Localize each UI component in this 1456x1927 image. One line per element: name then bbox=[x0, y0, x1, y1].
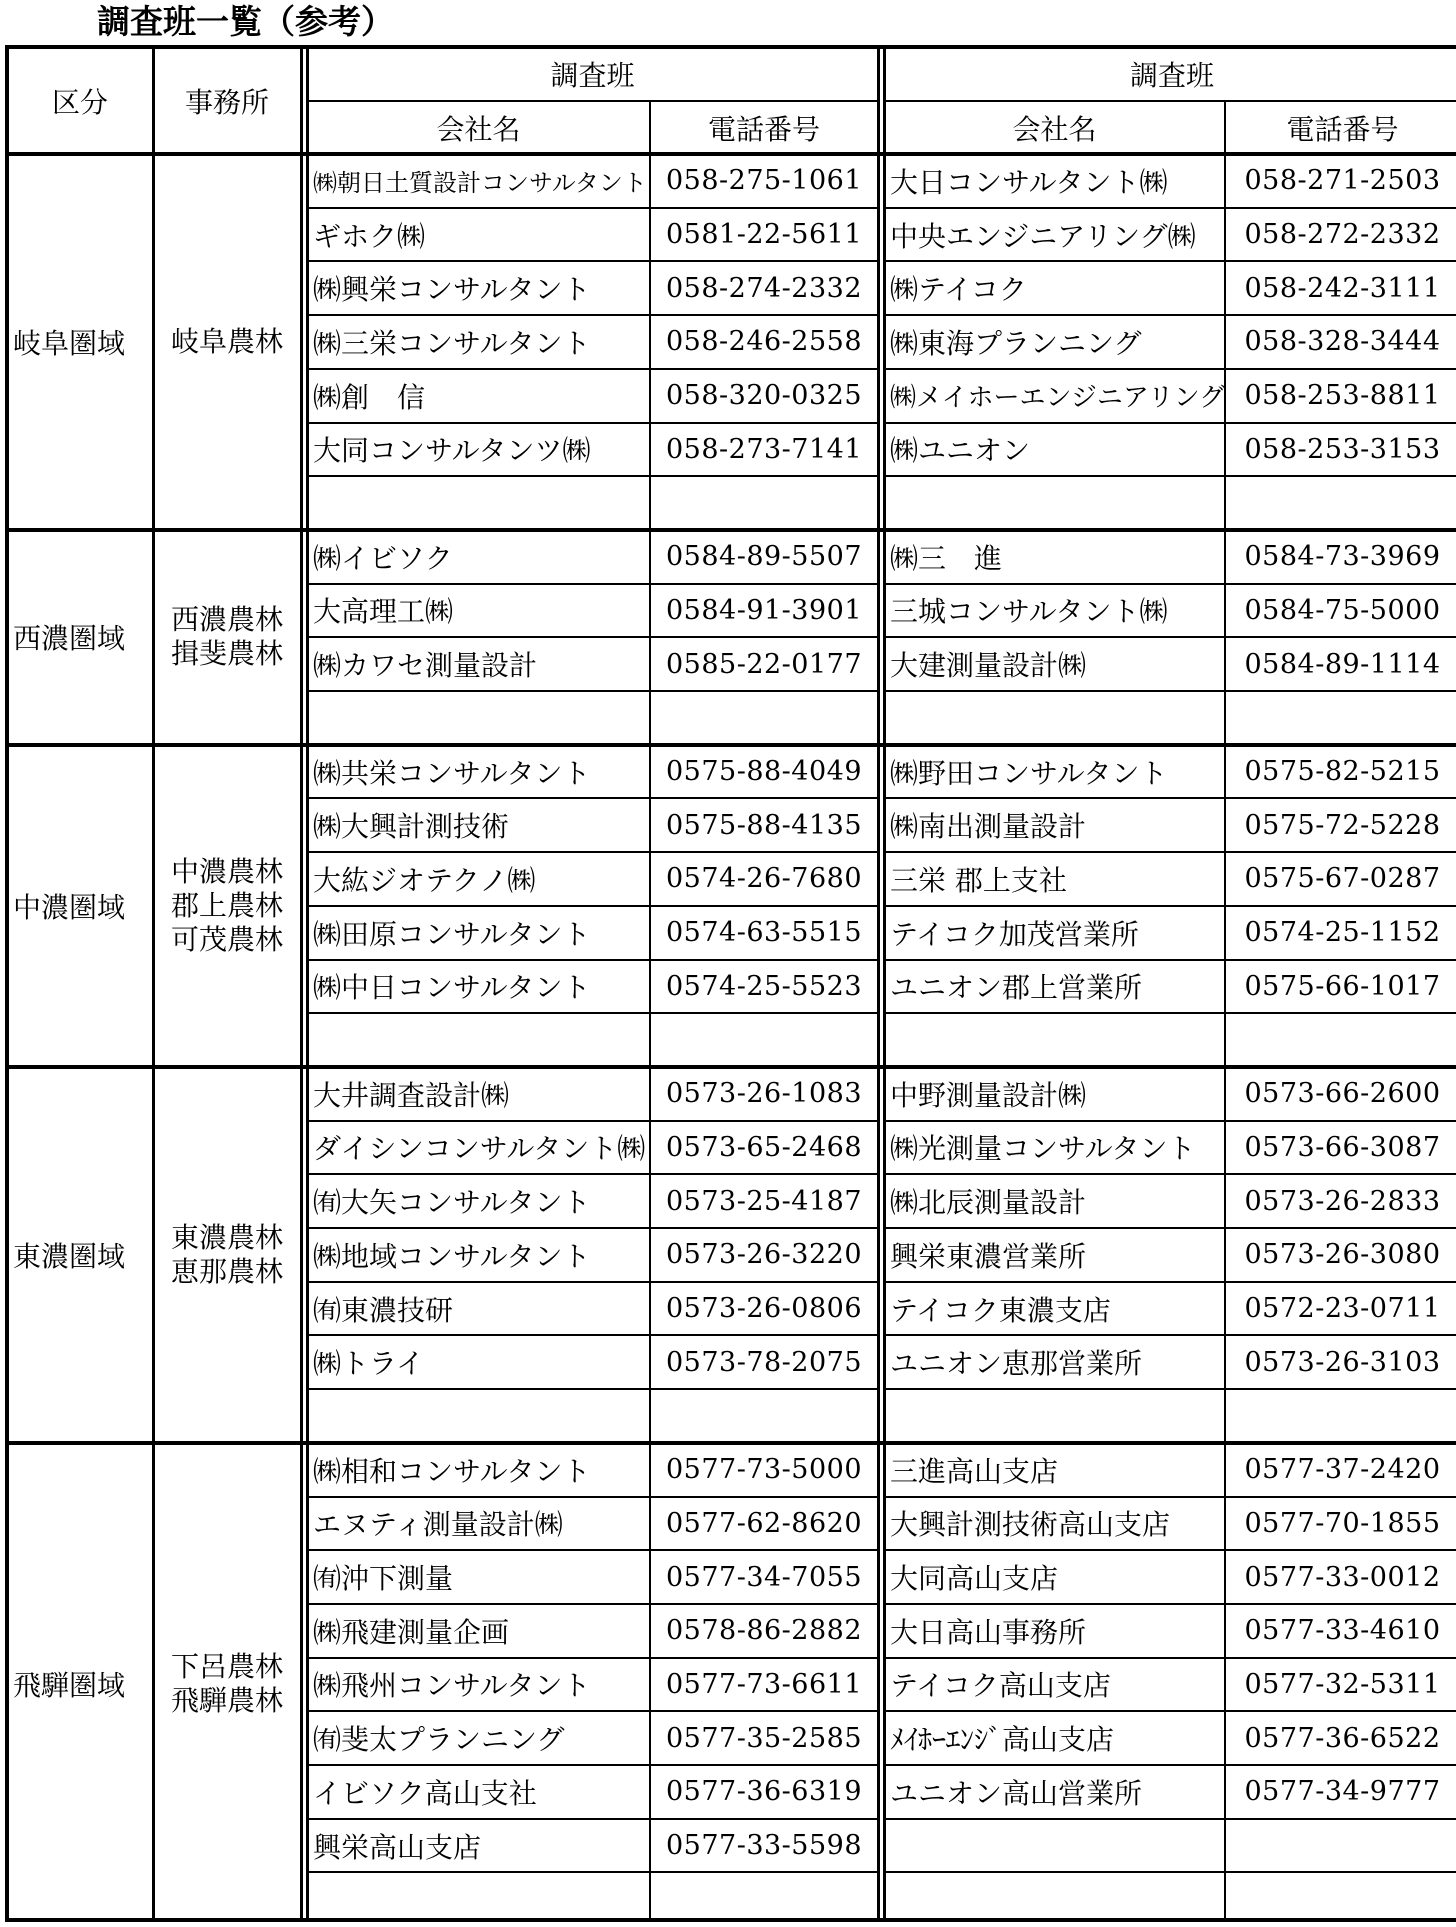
row-line-right bbox=[884, 1871, 1456, 1873]
company-name-left: ㈱田原コンサルタント bbox=[313, 917, 591, 951]
row-line-left bbox=[307, 1603, 878, 1605]
phone-number-left: 0581-22-5611 bbox=[665, 219, 863, 251]
phone-number-left: 0574-25-5523 bbox=[665, 970, 863, 1002]
company-name-right: 興栄東濃営業所 bbox=[890, 1239, 1087, 1273]
row-line-right bbox=[884, 1281, 1456, 1283]
row-line-right bbox=[884, 690, 1456, 692]
header-mid-line-right bbox=[884, 100, 1456, 102]
phone-number-left bbox=[650, 691, 878, 745]
company-name-right: 中野測量設計㈱ bbox=[890, 1078, 1087, 1112]
company-name-left: ㈱飛州コンサルタント bbox=[313, 1669, 591, 1703]
row-line-right bbox=[884, 1549, 1456, 1551]
company-name-left: ㈱三栄コンサルタント bbox=[313, 326, 591, 360]
row-line-right bbox=[884, 1657, 1456, 1659]
company-name-left: ㈱共栄コンサルタント bbox=[313, 756, 591, 790]
phone-number-right: 0573-26-3080 bbox=[1244, 1239, 1441, 1271]
office-name: 西濃農林 bbox=[170, 603, 283, 637]
phone-number-right: 0577-70-1855 bbox=[1244, 1507, 1441, 1539]
company-name-right bbox=[884, 1872, 1225, 1926]
company-name-right: 大建測量設計㈱ bbox=[890, 649, 1087, 683]
phone-number-right: 0572-23-0711 bbox=[1244, 1293, 1441, 1325]
phone-number-left bbox=[650, 1872, 878, 1926]
phone-number-left: 0578-86-2882 bbox=[665, 1615, 863, 1647]
row-line-left bbox=[307, 851, 878, 853]
category-cell: 中濃圏域 bbox=[13, 890, 126, 924]
phone-number-left: 0573-26-1083 bbox=[665, 1078, 863, 1110]
company-name-right: 大同高山支店 bbox=[890, 1562, 1059, 1596]
phone-number-left bbox=[650, 1389, 878, 1443]
phone-number-right: 058-328-3444 bbox=[1244, 326, 1441, 358]
company-name-left: ㈱興栄コンサルタント bbox=[313, 273, 591, 307]
phone-number-left bbox=[650, 476, 878, 530]
row-line-right bbox=[884, 583, 1456, 585]
phone-number-left: 0574-26-7680 bbox=[665, 863, 863, 895]
row-line-left bbox=[307, 368, 878, 370]
phone-number-left: 0585-22-0177 bbox=[665, 648, 863, 680]
phone-number-left: 0573-26-0806 bbox=[665, 1293, 863, 1325]
company-name-right: ㈱光測量コンサルタント bbox=[890, 1132, 1196, 1166]
row-line-left bbox=[307, 1496, 878, 1498]
row-line-left bbox=[307, 1012, 878, 1014]
company-name-right: ㈱野田コンサルタント bbox=[890, 756, 1168, 790]
row-line-left bbox=[307, 422, 878, 424]
phone-number-right bbox=[1225, 691, 1456, 745]
category-cell: 岐阜圏域 bbox=[13, 326, 126, 360]
row-line-left bbox=[307, 1281, 878, 1283]
row-line-right bbox=[884, 422, 1456, 424]
header-office: 事務所 bbox=[184, 85, 269, 119]
company-name-left: ㈲東濃技研 bbox=[313, 1293, 454, 1327]
company-name-right: ㈱北辰測量設計 bbox=[890, 1186, 1087, 1220]
phone-number-right bbox=[1225, 476, 1456, 530]
category-cell: 東濃圏域 bbox=[13, 1239, 126, 1273]
phone-number-left: 0577-35-2585 bbox=[665, 1722, 863, 1754]
company-name-right: 三進高山支店 bbox=[890, 1454, 1059, 1488]
row-line-left bbox=[307, 797, 878, 799]
phone-number-right: 0573-26-2833 bbox=[1244, 1185, 1441, 1217]
office-name: 揖斐農林 bbox=[170, 637, 283, 671]
row-line-right bbox=[884, 1227, 1456, 1229]
company-name-left: ㈲斐太プランニング bbox=[313, 1723, 565, 1757]
row-line-right bbox=[884, 1603, 1456, 1605]
company-name-right: 中央エンジニアリング㈱ bbox=[890, 219, 1196, 253]
office-name: 東濃農林 bbox=[170, 1220, 283, 1254]
phone-number-right: 0575-82-5215 bbox=[1244, 756, 1441, 788]
company-name-left bbox=[307, 1013, 650, 1067]
table-top-border bbox=[5, 45, 1456, 49]
phone-number-right: 0573-66-3087 bbox=[1244, 1131, 1441, 1163]
row-line-left bbox=[307, 1871, 878, 1873]
phone-number-right: 0584-73-3969 bbox=[1244, 541, 1441, 573]
row-line-right bbox=[884, 260, 1456, 262]
row-line-left bbox=[307, 1227, 878, 1229]
company-name-right bbox=[884, 1389, 1225, 1443]
company-name-right: ㈱メイホーエンジニアリング bbox=[890, 383, 1225, 414]
row-line-right bbox=[884, 1173, 1456, 1175]
phone-number-left bbox=[650, 1013, 878, 1067]
company-name-right bbox=[884, 691, 1225, 745]
office-cell bbox=[153, 530, 301, 745]
row-line-right bbox=[884, 475, 1456, 477]
row-line-right bbox=[884, 851, 1456, 853]
phone-number-left: 058-275-1061 bbox=[665, 165, 863, 197]
phone-number-right: 058-242-3111 bbox=[1244, 272, 1441, 304]
row-line-left bbox=[307, 959, 878, 961]
row-line-right bbox=[884, 1496, 1456, 1498]
phone-number-right bbox=[1225, 1013, 1456, 1067]
company-name-left: ㈱イビソク bbox=[313, 541, 453, 575]
company-name-left: ㈲沖下測量 bbox=[313, 1562, 454, 1596]
phone-number-right: 0577-37-2420 bbox=[1244, 1454, 1441, 1486]
phone-number-right: 0575-67-0287 bbox=[1244, 863, 1441, 895]
phone-number-left: 0577-62-8620 bbox=[665, 1507, 863, 1539]
company-name-right: ﾒｲﾎｰｴﾝｼﾞ高山支店 bbox=[890, 1723, 1115, 1757]
page-title: 調査班一覧（参考） bbox=[97, 2, 394, 41]
phone-number-right bbox=[1225, 1389, 1456, 1443]
row-line-right bbox=[884, 1012, 1456, 1014]
company-name-left: ギホク㈱ bbox=[313, 219, 426, 253]
row-line-right bbox=[884, 368, 1456, 370]
row-line-left bbox=[307, 207, 878, 209]
header-team-left: 調査班 bbox=[550, 59, 635, 92]
company-name-right: テイコク東濃支店 bbox=[890, 1293, 1111, 1327]
company-name-right: 大興計測技術高山支店 bbox=[890, 1508, 1171, 1542]
row-line-right bbox=[884, 1120, 1456, 1122]
header-category: 区分 bbox=[51, 85, 108, 119]
office-cell bbox=[153, 154, 301, 530]
phone-number-left: 058-320-0325 bbox=[665, 380, 863, 412]
company-name-right: ユニオン高山営業所 bbox=[890, 1776, 1143, 1810]
company-name-right: ユニオン恵那営業所 bbox=[890, 1347, 1143, 1381]
row-line-right bbox=[884, 1388, 1456, 1390]
row-line-left bbox=[307, 475, 878, 477]
company-name-right: ㈱三 進 bbox=[890, 541, 1003, 575]
phone-number-right: 0577-33-4610 bbox=[1244, 1615, 1441, 1647]
phone-number-right bbox=[1225, 1872, 1456, 1926]
company-name-left: ㈱飛建測量企画 bbox=[313, 1615, 510, 1649]
phone-number-left: 0577-34-7055 bbox=[665, 1561, 863, 1593]
company-name-left: 興栄高山支店 bbox=[313, 1830, 482, 1864]
company-name-right bbox=[884, 1013, 1225, 1067]
row-line-left bbox=[307, 1764, 878, 1766]
company-name-right: ユニオン郡上営業所 bbox=[890, 971, 1143, 1005]
phone-number-right: 058-272-2332 bbox=[1244, 219, 1441, 251]
company-name-left bbox=[307, 691, 650, 745]
phone-number-right: 0574-25-1152 bbox=[1244, 917, 1441, 949]
phone-number-left: 0574-63-5515 bbox=[665, 917, 863, 949]
row-line-left bbox=[307, 1334, 878, 1336]
company-name-right: ㈱ユニオン bbox=[890, 434, 1031, 468]
row-line-left bbox=[307, 636, 878, 638]
category-cell: 飛騨圏域 bbox=[13, 1669, 126, 1703]
row-line-left bbox=[307, 905, 878, 907]
phone-number-left: 058-274-2332 bbox=[665, 272, 863, 304]
phone-number-right: 0577-33-0012 bbox=[1244, 1561, 1441, 1593]
company-name-left bbox=[307, 1872, 650, 1926]
phone-number-left: 0573-25-4187 bbox=[665, 1185, 863, 1217]
company-name-left: 大紘ジオテクノ㈱ bbox=[313, 863, 536, 897]
phone-number-right: 0573-66-2600 bbox=[1244, 1078, 1441, 1110]
company-name-left: イビソク高山支社 bbox=[313, 1776, 537, 1810]
phone-number-left: 058-246-2558 bbox=[665, 326, 863, 358]
office-name: 飛騨農林 bbox=[170, 1684, 283, 1718]
company-name-right bbox=[884, 1819, 1225, 1873]
phone-number-left: 0577-36-6319 bbox=[665, 1776, 863, 1808]
category-cell: 西濃圏域 bbox=[13, 622, 126, 656]
phone-number-right: 0584-89-1114 bbox=[1244, 648, 1441, 680]
row-line-left bbox=[307, 314, 878, 316]
row-line-left bbox=[307, 1657, 878, 1659]
company-name-left: ㈱トライ bbox=[313, 1347, 425, 1381]
header-company-left: 会社名 bbox=[436, 112, 521, 146]
company-name-left: 大高理工㈱ bbox=[313, 595, 454, 629]
company-name-left: 大同コンサルタンツ㈱ bbox=[313, 434, 591, 468]
row-line-right bbox=[884, 314, 1456, 316]
office-cell bbox=[153, 745, 301, 1067]
row-line-left bbox=[307, 1120, 878, 1122]
company-name-right: ㈱テイコク bbox=[890, 273, 1027, 307]
phone-number-left: 0584-89-5507 bbox=[665, 541, 863, 573]
office-name: 岐阜農林 bbox=[170, 324, 283, 358]
phone-number-left: 0577-73-5000 bbox=[665, 1454, 863, 1486]
company-name-right: 三城コンサルタント㈱ bbox=[890, 595, 1168, 629]
phone-number-right: 058-253-8811 bbox=[1244, 380, 1441, 412]
row-line-right bbox=[884, 959, 1456, 961]
office-cell bbox=[153, 1443, 301, 1926]
company-name-right: テイコク加茂営業所 bbox=[890, 917, 1139, 951]
company-name-left: ダイシンコンサルタント㈱ bbox=[313, 1132, 646, 1166]
phone-number-right: 0584-75-5000 bbox=[1244, 594, 1441, 626]
company-name-left: ㈱朝日土質設計コンサルタント bbox=[313, 169, 647, 198]
row-line-left bbox=[307, 1549, 878, 1551]
company-name-left bbox=[307, 476, 650, 530]
company-name-left: ㈱大興計測技術 bbox=[313, 810, 510, 844]
phone-number-left: 0584-91-3901 bbox=[665, 594, 863, 626]
company-name-left: 大井調査設計㈱ bbox=[313, 1078, 510, 1112]
phone-number-left: 0575-88-4135 bbox=[665, 809, 863, 841]
row-line-right bbox=[884, 1818, 1456, 1820]
phone-number-right: 058-271-2503 bbox=[1244, 165, 1441, 197]
row-line-left bbox=[307, 583, 878, 585]
row-line-right bbox=[884, 207, 1456, 209]
company-name-left: ㈱カワセ測量設計 bbox=[313, 649, 538, 683]
phone-number-right: 0573-26-3103 bbox=[1244, 1346, 1441, 1378]
phone-number-left: 0575-88-4049 bbox=[665, 756, 863, 788]
header-company-right: 会社名 bbox=[1012, 112, 1097, 146]
company-name-right bbox=[884, 476, 1225, 530]
row-line-left bbox=[307, 690, 878, 692]
row-line-right bbox=[884, 905, 1456, 907]
phone-number-right: 0577-34-9777 bbox=[1244, 1776, 1441, 1808]
company-name-left: ㈱中日コンサルタント bbox=[313, 971, 591, 1005]
company-name-right: テイコク高山支店 bbox=[890, 1669, 1111, 1703]
company-name-left: ㈱創 信 bbox=[313, 380, 426, 414]
company-name-right: 三栄 郡上支社 bbox=[890, 863, 1067, 897]
company-name-left: ㈲大矢コンサルタント bbox=[313, 1186, 591, 1220]
header-phone-right: 電話番号 bbox=[1286, 112, 1399, 146]
company-name-left: ㈱地域コンサルタント bbox=[313, 1239, 591, 1273]
row-line-left bbox=[307, 1173, 878, 1175]
row-line-right bbox=[884, 1764, 1456, 1766]
office-name: 恵那農林 bbox=[170, 1254, 283, 1288]
phone-number-right: 0577-36-6522 bbox=[1244, 1722, 1441, 1754]
row-line-right bbox=[884, 1334, 1456, 1336]
phone-number-right: 0575-66-1017 bbox=[1244, 970, 1441, 1002]
row-line-right bbox=[884, 636, 1456, 638]
phone-number-left: 0573-65-2468 bbox=[665, 1131, 863, 1163]
phone-number-left: 0577-33-5598 bbox=[665, 1830, 863, 1862]
company-name-left: エヌティ測量設計㈱ bbox=[313, 1508, 563, 1542]
company-name-right: 大日コンサルタント㈱ bbox=[890, 165, 1168, 199]
row-line-right bbox=[884, 797, 1456, 799]
row-line-left bbox=[307, 1710, 878, 1712]
header-mid-line-left bbox=[307, 100, 878, 102]
office-name: 下呂農林 bbox=[170, 1650, 283, 1684]
phone-number-right: 0577-32-5311 bbox=[1244, 1668, 1441, 1700]
row-line-right bbox=[884, 1710, 1456, 1712]
phone-number-left: 058-273-7141 bbox=[665, 433, 863, 465]
company-name-left bbox=[307, 1389, 650, 1443]
header-team-right: 調査班 bbox=[1129, 59, 1214, 92]
company-name-right: ㈱南出測量設計 bbox=[890, 810, 1087, 844]
office-name: 郡上農林 bbox=[170, 888, 283, 922]
phone-number-right: 058-253-3153 bbox=[1244, 433, 1441, 465]
office-name: 可茂農林 bbox=[170, 922, 283, 956]
office-cell bbox=[153, 1067, 301, 1443]
phone-number-right: 0575-72-5228 bbox=[1244, 809, 1441, 841]
company-name-left: ㈱相和コンサルタント bbox=[313, 1454, 591, 1488]
office-name: 中濃農林 bbox=[170, 854, 283, 888]
row-line-left bbox=[307, 1818, 878, 1820]
company-name-right: ㈱東海プランニング bbox=[890, 326, 1142, 360]
phone-number-left: 0573-26-3220 bbox=[665, 1239, 863, 1271]
phone-number-left: 0573-78-2075 bbox=[665, 1346, 863, 1378]
company-name-right: 大日高山事務所 bbox=[890, 1615, 1087, 1649]
phone-number-right bbox=[1225, 1819, 1456, 1873]
header-phone-left: 電話番号 bbox=[707, 112, 820, 146]
row-line-left bbox=[307, 1388, 878, 1390]
phone-number-left: 0577-73-6611 bbox=[665, 1668, 863, 1700]
row-line-left bbox=[307, 260, 878, 262]
